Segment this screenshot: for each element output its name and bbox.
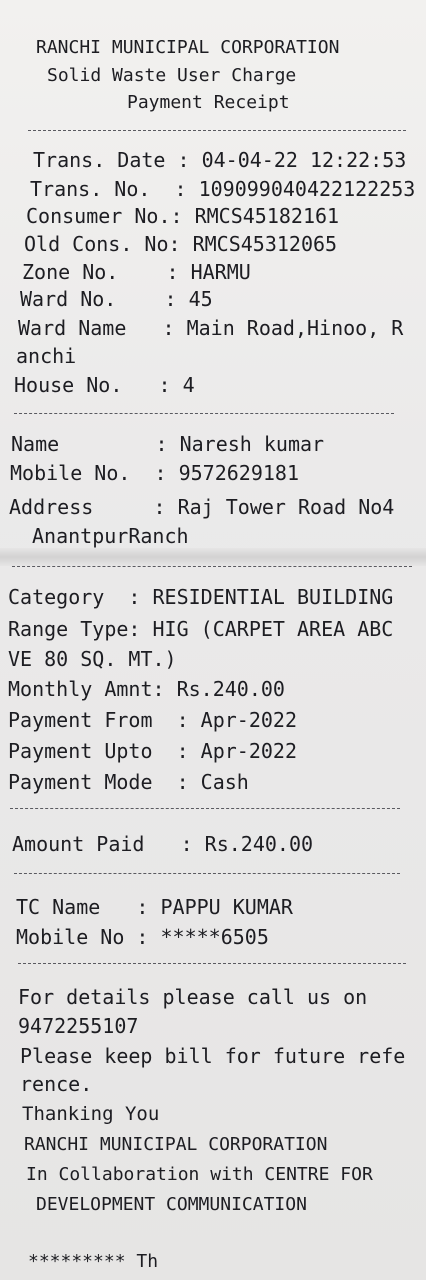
footer-details: For details please call us on <box>18 985 368 1009</box>
divider <box>10 808 400 809</box>
category: Category : RESIDENTIAL BUILDING <box>8 585 394 609</box>
footer-collab: In Collaboration with CENTRE FOR <box>26 1164 373 1185</box>
range-type: Range Type: HIG (CARPET AREA ABC <box>8 617 394 641</box>
paper-fold <box>0 548 426 566</box>
divider <box>18 963 406 964</box>
footer-keep-bill: Please keep bill for future refe <box>20 1044 406 1068</box>
tc-name: TC Name : PAPPU KUMAR <box>16 895 293 919</box>
ward-name: Ward Name : Main Road,Hinoo, R <box>18 316 404 340</box>
trans-no: Trans. No. : 109099040422122253 <box>30 177 416 201</box>
amount-paid: Amount Paid : Rs.240.00 <box>12 832 314 856</box>
ward-no: Ward No. : 45 <box>20 287 213 311</box>
customer-name: Name : Naresh kumar <box>11 432 325 456</box>
customer-mobile: Mobile No. : 9572629181 <box>10 461 299 485</box>
payment-mode: Payment Mode : Cash <box>8 770 249 794</box>
payment-from: Payment From : Apr-2022 <box>8 708 297 732</box>
customer-address-cont: AnantpurRanch <box>32 524 189 548</box>
house-no: House No. : 4 <box>14 373 195 397</box>
footer-org: RANCHI MUNICIPAL CORPORATION <box>24 1134 328 1155</box>
divider <box>28 130 406 131</box>
payment-upto: Payment Upto : Apr-2022 <box>8 739 297 763</box>
header-service: Solid Waste User Charge <box>47 65 297 86</box>
footer-thanks: Thanking You <box>22 1103 160 1125</box>
trans-date: Trans. Date : 04-04-22 12:22:53 <box>33 148 407 172</box>
header-org: RANCHI MUNICIPAL CORPORATION <box>36 37 340 58</box>
footer-bottom-stars: ********* Th <box>28 1251 159 1272</box>
divider <box>12 566 412 567</box>
zone-no: Zone No. : HARMU <box>22 260 251 284</box>
divider <box>14 873 400 874</box>
footer-keep-bill-cont: rence. <box>20 1072 93 1096</box>
consumer-no: Consumer No.: RMCS45182161 <box>26 204 340 228</box>
monthly-amount: Monthly Amnt: Rs.240.00 <box>8 677 285 701</box>
range-type-cont: VE 80 SQ. MT.) <box>8 647 177 671</box>
divider <box>14 413 394 414</box>
old-cons-no: Old Cons. No: RMCS45312065 <box>24 232 338 256</box>
footer-centre: DEVELOPMENT COMMUNICATION <box>36 1194 307 1215</box>
customer-address: Address : Raj Tower Road No4 <box>9 495 395 519</box>
ward-name-cont: anchi <box>16 344 77 368</box>
tc-mobile: Mobile No : *****6505 <box>16 925 269 949</box>
footer-phone: 9472255107 <box>18 1014 139 1038</box>
header-doc-title: Payment Receipt <box>127 92 290 113</box>
